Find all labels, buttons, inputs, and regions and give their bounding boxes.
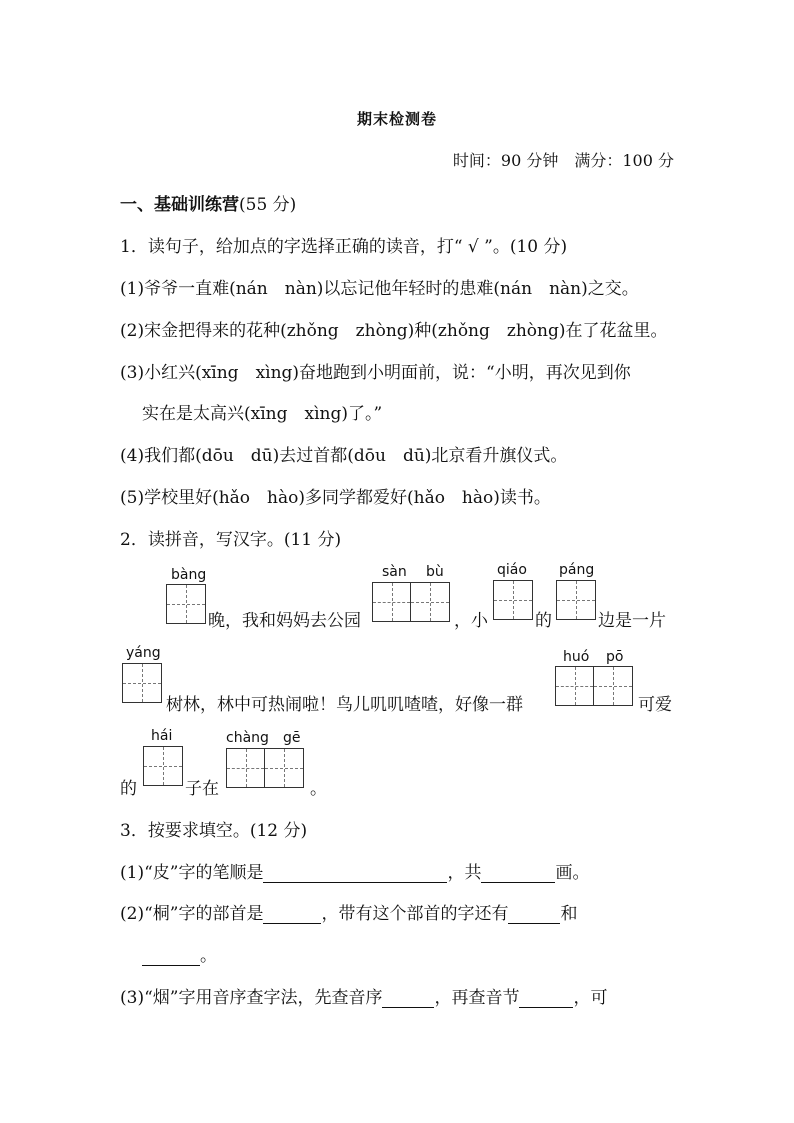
writing-grid-huopo[interactable]	[555, 666, 633, 706]
q1-prompt: 1．读句子，给加点的字选择正确的读音，打“ √ ”。(10 分)	[120, 237, 568, 257]
q3-item-3-text-c: ，可	[573, 988, 608, 1008]
initial-letter-blank[interactable]	[382, 989, 434, 1008]
q1-item-5: (5)学校里好(hǎo hào)多同学都爱好(hǎo hào)读书。	[120, 488, 551, 508]
same-radical-blank-2[interactable]	[142, 947, 200, 966]
pinyin-bang: bàng	[171, 567, 207, 583]
q3-item-1-text-c: 画。	[555, 863, 590, 883]
q2-text-5: 树林，林中可热闹啦！鸟儿叽叽喳喳，好像一群	[166, 695, 523, 715]
pinyin-yang: yáng	[126, 645, 161, 661]
q3-item-2	[120, 899, 577, 924]
writing-grid-sanbu[interactable]	[372, 582, 450, 622]
pinyin-qiao: qiáo	[497, 562, 527, 578]
q3-item-3-text-a: (3)“烟”字用音序查字法，先查音序	[120, 988, 383, 1008]
q2-text-2: ，小	[454, 611, 488, 631]
writing-grid-changge[interactable]	[226, 748, 304, 788]
q3-item-2-text-b: ，带有这个部首的字还有	[321, 904, 509, 924]
q2-text-7: 的	[120, 779, 137, 799]
writing-grid-hai[interactable]	[143, 746, 183, 786]
pinyin-po: pō	[606, 649, 624, 665]
section-heading	[120, 190, 296, 215]
q2-prompt: 2．读拼音，写汉字。(11 分)	[120, 530, 342, 550]
q2-text-6: 可爱	[638, 695, 672, 715]
q3-item-3	[120, 983, 607, 1008]
pinyin-huo: huó	[563, 649, 590, 665]
q2-text-4: 边是一片	[598, 611, 666, 631]
q2-text-1: 晚，我和妈妈去公园	[208, 611, 361, 631]
q3-item-2-text-c: 和	[560, 904, 578, 924]
q1-item-4: (4)我们都(dōu dū)去过首都(dōu dū)北京看升旗仪式。	[120, 446, 568, 466]
pinyin-ge: gē	[283, 730, 301, 746]
q3-item-1	[120, 858, 589, 883]
writing-grid-pang[interactable]	[556, 580, 596, 620]
q1-item-2: (2)宋金把得来的花种(zhǒng zhòng)种(zhǒng zhòng)在了花盆里。	[120, 321, 668, 341]
same-radical-blank-1[interactable]	[508, 905, 560, 924]
writing-grid-bang[interactable]	[166, 584, 206, 624]
stroke-count-blank[interactable]	[481, 864, 555, 883]
pinyin-hai: hái	[151, 728, 173, 744]
pinyin-bu: bù	[426, 564, 444, 580]
section-heading-text: 一、基础训练营	[120, 195, 239, 215]
pinyin-san: sàn	[382, 564, 407, 580]
writing-grid-yang[interactable]	[122, 663, 162, 703]
q1-item-1: (1)爷爷一直难(nán nàn)以忘记他年轻时的患难(nán nàn)之交。	[120, 279, 639, 299]
syllable-blank[interactable]	[519, 989, 573, 1008]
q1-item-3-cont: 实在是太高兴(xīng xìng)了。”	[142, 404, 383, 424]
writing-grid-qiao[interactable]	[493, 580, 533, 620]
radical-blank[interactable]	[263, 905, 321, 924]
section-points: (55 分)	[239, 195, 297, 215]
pinyin-pang: páng	[559, 562, 595, 578]
q3-prompt: 3．按要求填空。(12 分)	[120, 821, 308, 841]
pinyin-chang: chàng	[226, 730, 269, 746]
page-title: 期末检测卷	[356, 110, 437, 128]
q3-item-2-text-a: (2)“桐”字的部首是	[120, 904, 264, 924]
q3-item-3-text-b: ，再查音节	[434, 988, 520, 1008]
q3-item-1-text-b: ，共	[447, 863, 482, 883]
q2-text-9: 。	[310, 779, 327, 799]
time-info: 时间：90 分钟 满分：100 分	[452, 151, 674, 170]
q3-item-2-cont	[142, 941, 217, 966]
stroke-order-blank[interactable]	[263, 864, 447, 883]
q2-text-8: 子在	[185, 779, 219, 799]
q3-item-1-text-a: (1)“皮”字的笔顺是	[120, 863, 264, 883]
q3-item-2-text-d: 。	[200, 946, 217, 966]
q2-text-3: 的	[535, 611, 552, 631]
q1-item-3: (3)小红兴(xīng xìng)奋地跑到小明面前，说：“小明，再次见到你	[120, 363, 631, 383]
